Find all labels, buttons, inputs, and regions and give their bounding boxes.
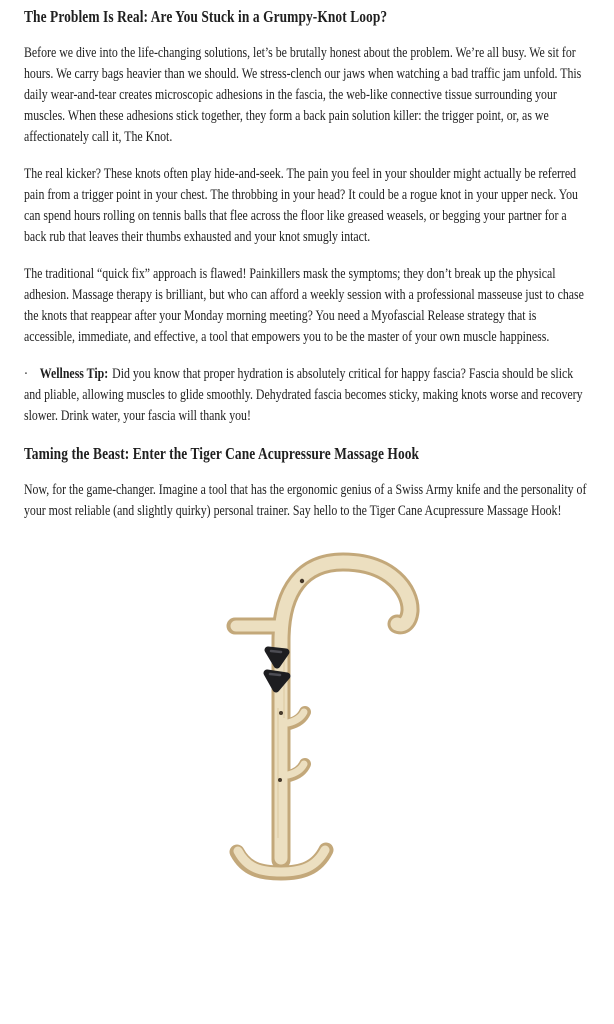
wellness-tip-text: Did you know that proper hydration is absolutely critical for happy fascia? Fascia should be slick and pliable, allowing muscles to glide smoothly. Dehydrated fascia becomes sticky, making knots worse and recovery slower. Drink water, your fascia will thank you! <box>24 366 583 424</box>
paragraph-hide-and-seek: The real kicker? These knots often play hide-and-seek. The pain you feel in your shoulder might actually be referred pain from a trigger point in your chest. The throbbing in your head? It could be a rogue knot in your upper neck. You can spend hours rolling on tennis balls that flee across the floor like greased weasels, or begging your partner for a back rub that leaves their thumbs exhausted and your knot smugly intact. <box>24 166 578 245</box>
section-heading-problem: The Problem Is Real: Are You Stuck in a Grumpy-Knot Loop? <box>24 7 388 26</box>
wellness-tip-item <box>24 364 590 427</box>
wellness-tip-label: Wellness Tip: <box>39 366 109 382</box>
massage-hook-image <box>150 538 470 893</box>
paragraph-game-changer: Now, for the game-changer. Imagine a tool that has the ergonomic genius of a Swiss Army knife and the personality of your most reliable (and slightly quirky) personal trainer. Say hello to the Tiger Cane Acupressure Massage Hook! <box>24 482 587 519</box>
paragraph-daily-wear: Before we dive into the life-changing solutions, let’s be brutally honest about the problem. We’re all busy. We sit for hours. We carry bags heavier than we should. We stress-clench our jaws when watching a bad traffic jam unfold. This daily wear-and-tear creates microscopic adhesions in the fascia, the web-like connective tissue surrounding your muscles. When these adhesions stick together, they form a back pain solution killer: the trigger point, or, as we affectionately call it, The Knot. <box>24 45 582 145</box>
hook-wood-face <box>236 562 410 872</box>
product-photo-massage-hook <box>150 538 590 893</box>
article-text-column <box>24 6 590 522</box>
bullet-marker: · <box>24 366 28 382</box>
section-heading-taming: Taming the Beast: Enter the Tiger Cane Acupressure Massage Hook <box>24 444 420 463</box>
paragraph-quick-fix: The traditional “quick fix” approach is flawed! Painkillers mask the symptoms; they don’t break up the physical adhesion. Massage therapy is brilliant, but who can afford a weekly session with a professional masseuse just to chase the knots that reappear after your Monday morning meeting? You need a Myofascial Release strategy that is accessible, immediate, and effective, a tool that empowers you to be the master of your own muscle happiness. <box>24 266 584 345</box>
hook-wood-edge <box>235 562 410 873</box>
